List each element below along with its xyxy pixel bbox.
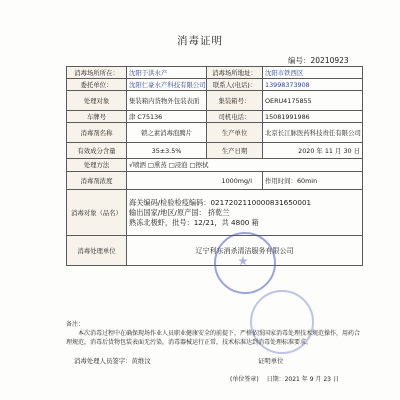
notice-text: 本次消毒过程中在确保现场作业人员职业健康安全的前提下，严格依照国家消毒处理技术规范操作，用药合理规范，消毒后货物包装表面无污染，消毒器械运行正常，技术标准达到消毒处理标准要求。	[66, 330, 361, 346]
time-value: 60min	[296, 176, 318, 185]
goods-hs-code: 海关编码/检验检疫编码：0217202110000831650001	[129, 197, 312, 207]
date-value: 2020 年 11 月 30 日	[263, 143, 363, 159]
maker-label: 生产单位	[207, 123, 263, 143]
method-value: √喷洒 □熏蒸 □浸泡 □擦拭	[127, 159, 363, 172]
maker-value: 北京长江脉医药科技责任有限公司	[263, 123, 363, 143]
concentration-label: 消毒剂浓度	[67, 172, 127, 190]
personnel-signature: 消毒处理人员签字：黄维汶	[74, 357, 151, 365]
goods-cell	[127, 190, 363, 236]
contact-label: 联系人(电话)：	[207, 79, 263, 91]
notice-block	[66, 320, 362, 347]
cert-unit-note: (单位签章)	[230, 376, 259, 383]
ingredient-label: 有效成分含量	[67, 143, 127, 159]
site-value: 沈阳于洪水产	[127, 67, 207, 79]
goods-origin: 输出国家/地区/原产国： 挤乾兰	[129, 207, 230, 217]
time-cell	[263, 172, 363, 190]
vehicle-value: 津 C75136	[127, 111, 207, 123]
object-label: 处理对象	[67, 91, 127, 111]
address-label: 消毒场所地址：	[207, 67, 263, 79]
official-seal	[214, 232, 276, 294]
certifying-unit	[258, 356, 284, 365]
cert-date: 日期：2021 年 9 月 23 日	[266, 376, 339, 383]
container-value: OERU4175855	[263, 91, 363, 111]
driver-label: 司机电话：	[207, 111, 263, 123]
date-label: 生产日期	[207, 143, 263, 159]
unit-label: 消毒处理单位	[67, 236, 127, 266]
goods-label: 消毒对象（品名）	[67, 190, 127, 236]
concentration-value: 1000mg/l	[127, 172, 263, 190]
certificate-table	[66, 66, 363, 266]
client-value: 沈阳仁豪水产科技有限公司	[127, 79, 207, 91]
vehicle-label: 车牌号	[67, 111, 127, 123]
agent-label: 消毒剂名称	[67, 123, 127, 143]
cert-unit-label: 证明单位	[258, 357, 284, 365]
container-label: 集装箱号：	[207, 91, 263, 111]
cert-footer	[230, 374, 339, 383]
method-label: 处理方法	[67, 159, 127, 172]
object-value: 集装箱内货物外包装表面	[127, 91, 207, 111]
ingredient-value: 35±3.5%	[127, 143, 207, 159]
agent-value: 锁之素消毒泡腾片	[127, 123, 207, 143]
site-label: 消毒场所所在：	[67, 67, 127, 79]
time-label: 作用时间：	[265, 176, 297, 185]
notice-title: 备注：	[66, 321, 85, 328]
goods-description: 熟冻北极虾，批号：12/21，共 4800 箱	[129, 217, 259, 227]
unit-value: 辽宁利东消杀清洁服务有限公司	[127, 236, 363, 266]
address-value: 沈阳市铁西区	[263, 67, 363, 79]
contact-value: 13998373908	[263, 79, 363, 91]
serial-number: 编号：20210923	[288, 56, 349, 65]
driver-value: 15081991986	[263, 111, 363, 123]
document-title: 消毒证明	[177, 35, 223, 47]
client-label: 委托单位：	[67, 79, 127, 91]
